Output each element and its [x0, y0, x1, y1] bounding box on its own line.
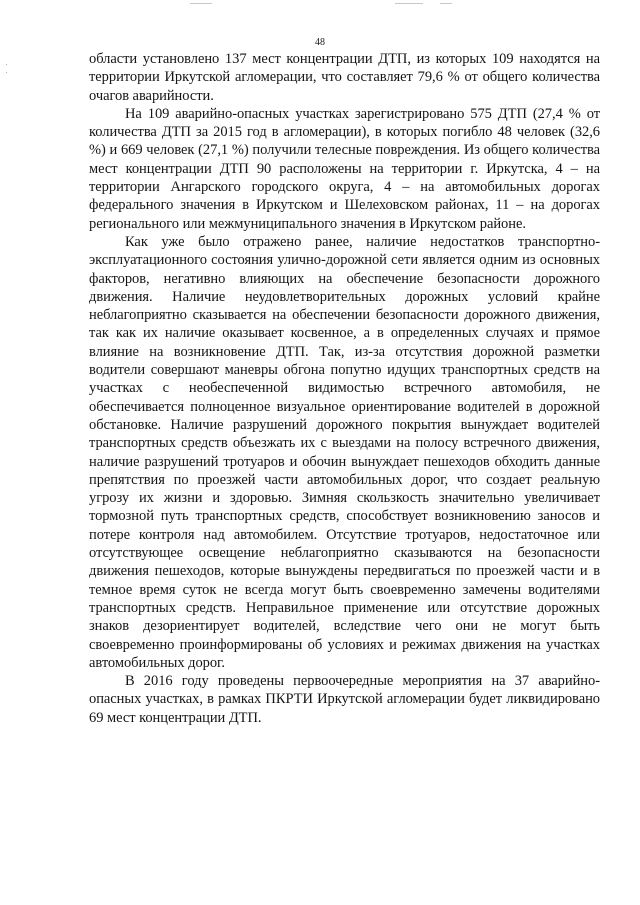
scan-artifact	[395, 3, 423, 4]
paragraph-accident-statistics: На 109 аварийно-опасных участках зарегистрировано 575 ДТП (27,4 % от количества ДТП за 2015 год в агломерации), в которых погибло 48 человек (32,6 %) и 669 человек (27,1 %) получили телесные повреждения. Из общего количества мест концентрации ДТП 90 расположены на территории г. Иркутска, 4 – на территории Ангарского городского округа, 4 – на автомобильных дорогах федерального значения в Иркутском и Шелеховском районах, 11 – на дорогах регионального или межмуниципального значения в Иркутском районе.	[89, 105, 600, 232]
page-number: 48	[315, 37, 325, 48]
scan-artifact	[6, 64, 7, 65]
scan-artifact	[190, 3, 212, 4]
paragraph-continuation: области установлено 137 мест концентрации ДТП, из которых 109 находятся на территории Иркутской агломерации, что составляет 79,6 % от общего количества очагов аварийности.	[89, 51, 600, 104]
document-body	[89, 50, 600, 727]
paragraph-2016-measures: В 2016 году проведены первоочередные мероприятия на 37 аварийно-опасных участках, в рамках ПКРТИ Иркутской агломерации будет ликвидировано 69 мест концентрации ДТП.	[89, 673, 600, 726]
paragraph-road-conditions: Как уже было отражено ранее, наличие недостатков транспортно-эксплуатационного состояния улично-дорожной сети является одним из основных факторов, негативно влияющих на обеспечение безопасности дорожного движения. Наличие неудовлетворительных дорожных условий крайне неблагоприятно сказывается на обеспечении безопасности дорожного движения, так как их наличие оказывает косвенное, а в определенных случаях и прямое влияние на возникновение ДТП. Так, из-за отсутствия дорожной разметки водители совершают маневры обгона попутно идущих транспортных средств на участках с необеспеченной видимостью встречного автомобиля, не обеспечивается полноценное визуальное ориентирование водителей в дорожной обстановке. Наличие разрушений дорожного покрытия вынуждает водителей транспортных средств объезжать их с выездами на полосу встречного движения, наличие разрушений тротуаров и обочин вынуждает пешеходов обходить данные препятствия по проезжей части автомобильных дорог, что создает реальную угрозу их жизни и здоровью. Зимняя скользкость значительно увеличивает тормозной путь транспортных средств, способствует возникновению заносов и потере контроля над автомобилем. Отсутствие тротуаров, недостаточное или отсутствующее освещение неблагоприятно сказываются на безопасности движения пешеходов, которые вынуждены передвигаться по проезжей части и в темное время суток не всегда могут быть своевременно замечены водителями транспортных средств. Неправильное применение или отсутствие дорожных знаков дезориентирует водителей, вследствие чего они не могут быть своевременно проинформированы об условиях и режимах движения на участках автомобильных дорог.	[89, 233, 600, 671]
scan-artifact	[6, 72, 7, 73]
scan-artifact	[440, 3, 452, 4]
